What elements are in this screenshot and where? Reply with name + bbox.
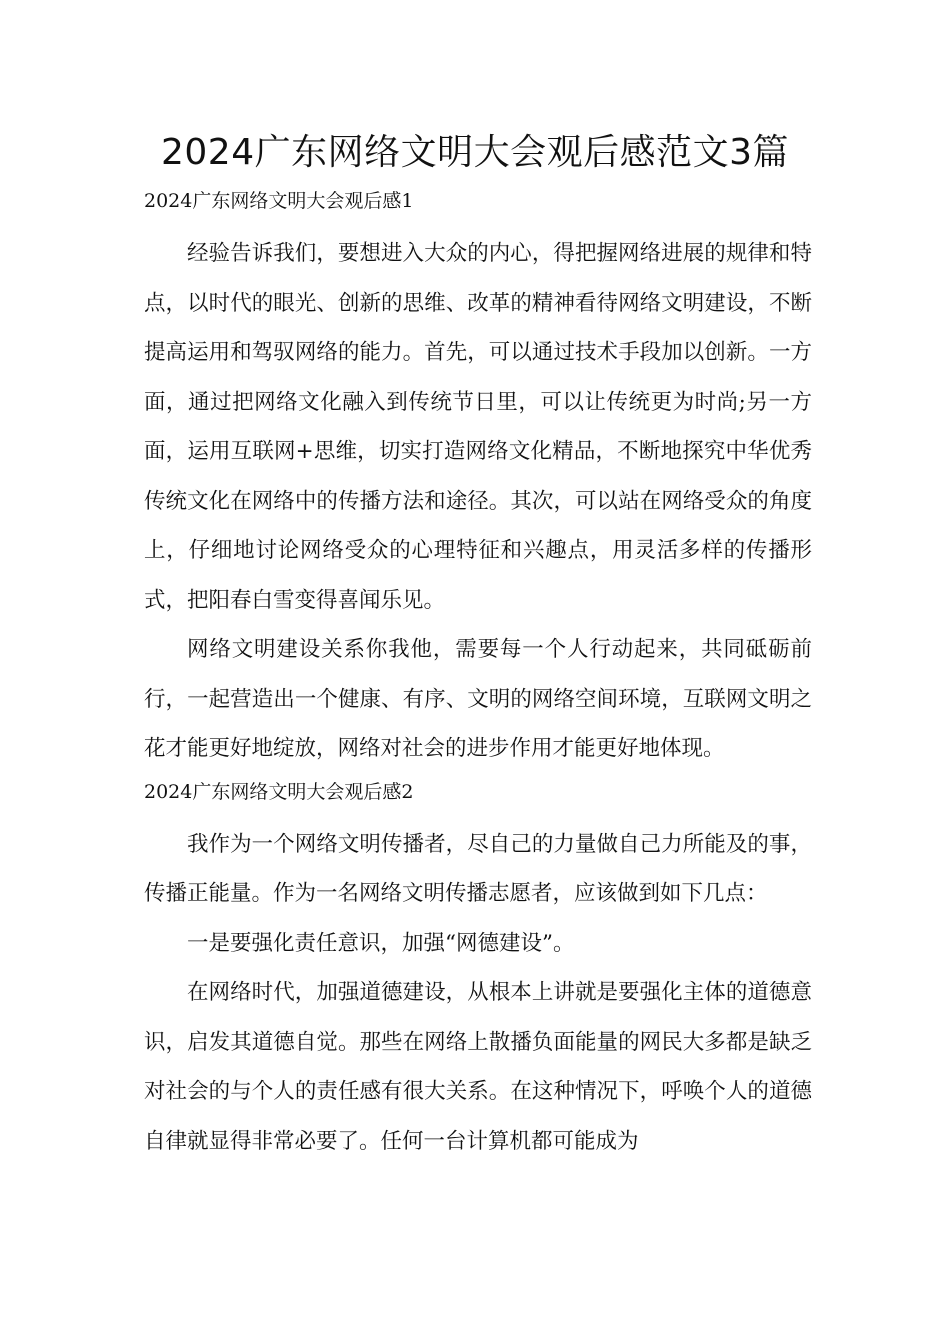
paragraph: 一是要强化责任意识，加强“网德建设”。	[187, 930, 575, 956]
document-body	[144, 183, 812, 1166]
paragraph: 经验告诉我们，要想进入大众的内心，得把握网络进展的规律和特点，以时代的眼光、创新的思维、改革的精神看待网络文明建设，不断提高运用和驾驭网络的能力。首先，可以通过技术手段加以创新。一方面，通过把网络文化融入到传统节日里，可以让传统更为时尚;另一方面，运用互联网+思维，切实打造网络文化精品，不断地探究中华优秀传统文化在网络中的传播方法和途径。其次，可以站在网络受众的角度上，仔细地讨论网络受众的心理特征和兴趣点，用灵活多样的传播形式，把阳春白雪变得喜闻乐见。	[144, 241, 812, 613]
section-heading-1: 2024广东网络文明大会观后感1	[144, 190, 414, 212]
paragraph: 网络文明建设关系你我他，需要每一个人行动起来，共同砥砺前行，一起营造出一个健康、有序、文明的网络空间环境，互联网文明之花才能更好地绽放，网络对社会的进步作用才能更好地体现。	[144, 637, 812, 761]
section-heading-2: 2024广东网络文明大会观后感2	[144, 780, 414, 803]
paragraph: 我作为一个网络文明传播者，尽自己的力量做自己力所能及的事，传播正能量。作为一名网络文明传播志愿者，应该做到如下几点：	[144, 831, 812, 906]
document-title: 2024广东网络文明大会观后感范文3篇	[160, 132, 790, 173]
paragraph: 在网络时代，加强道德建设，从根本上讲就是要强化主体的道德意识，启发其道德自觉。那些在网络上散播负面能量的网民大多都是缺乏对社会的与个人的责任感有很大关系。在这种情况下，呼唤个人的道德自律就显得非常必要了。任何一台计算机都可能成为	[144, 980, 812, 1154]
